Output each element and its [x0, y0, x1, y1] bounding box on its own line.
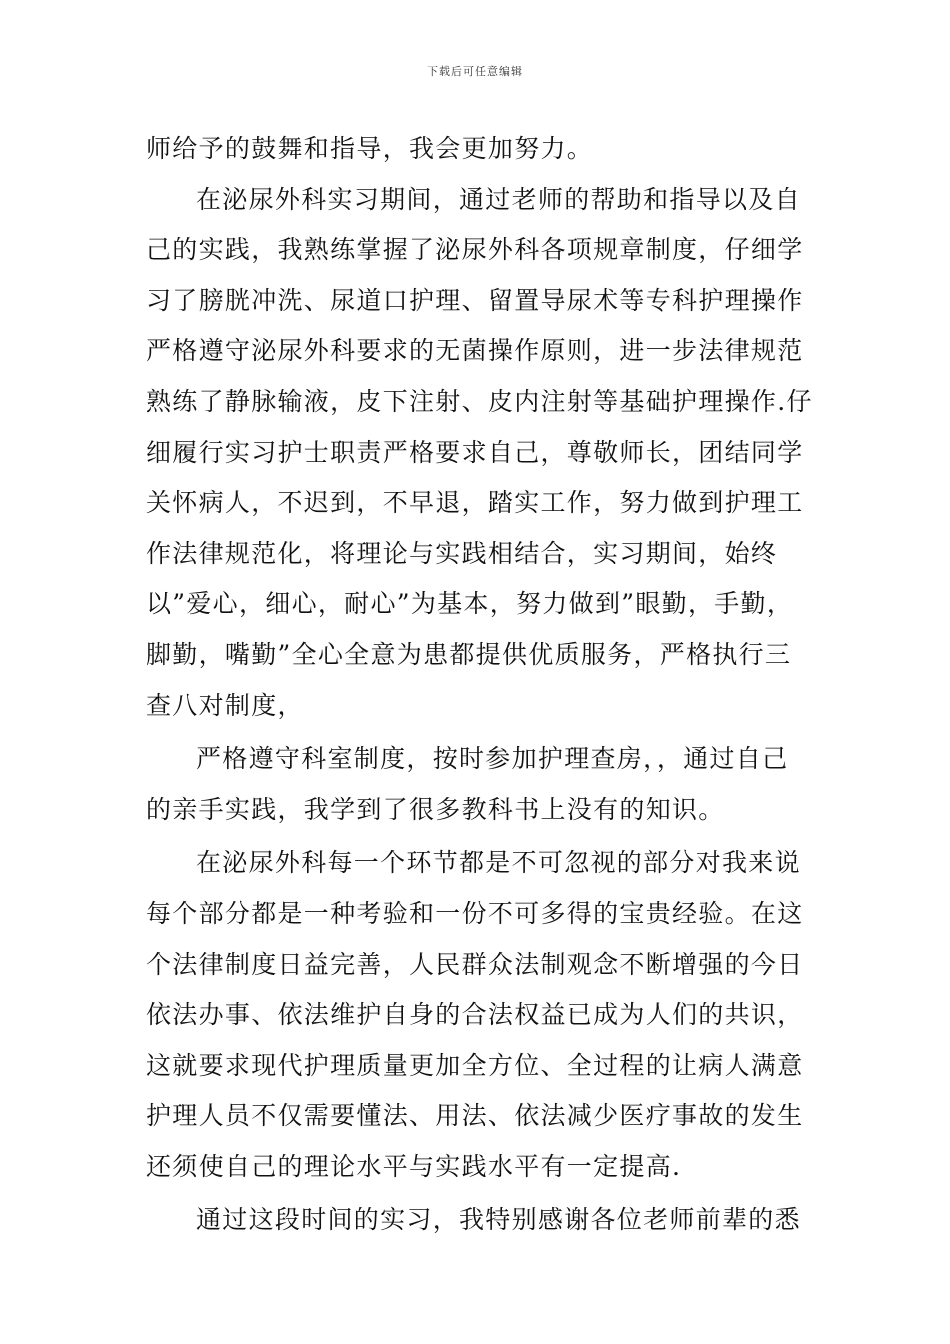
text-line: 这就要求现代护理质量更加全方位、全过程的让病人满意	[146, 1050, 804, 1080]
text-line: 习了膀胱冲洗、尿道口护理、留置导尿术等专科护理操作	[146, 285, 804, 315]
text-line: 己的实践，我熟练掌握了泌尿外科各项规章制度，仔细学	[146, 235, 804, 265]
paragraph-first-line: 在泌尿外科每一个环节都是不可忽视的部分对我来说	[196, 848, 801, 878]
text-line: 细履行实习护士职责严格要求自己，尊敬师长，团结同学	[146, 437, 804, 467]
text-line: 作法律规范化，将理论与实践相结合，实习期间，始终	[146, 538, 778, 568]
text-line: 护理人员不仅需要懂法、用法、依法减少医疗事故的发生	[146, 1101, 804, 1131]
text-line: 严格遵守泌尿外科要求的无菌操作原则，进一步法律规范	[146, 336, 804, 366]
text-line: 的亲手实践，我学到了很多教科书上没有的知识。	[146, 794, 725, 824]
paragraph-first-line: 严格遵守科室制度，按时参加护理查房，，通过自己	[196, 744, 789, 774]
text-line: 熟练了静脉输液，皮下注射、皮内注射等基础护理操作.仔	[146, 386, 813, 416]
text-line: 脚勤，嘴勤”全心全意为患都提供优质服务，严格执行三	[146, 639, 792, 669]
text-line: 个法律制度日益完善，人民群众法制观念不断增强的今日	[146, 949, 804, 979]
paragraph-first-line: 在泌尿外科实习期间，通过老师的帮助和指导以及自	[196, 184, 801, 214]
text-line: 关怀病人，不迟到，不早退，踏实工作，努力做到护理工	[146, 488, 804, 518]
text-line: 每个部分都是一种考验和一份不可多得的宝贵经验。在这	[146, 898, 804, 928]
paragraph-first-line: 通过这段时间的实习，我特别感谢各位老师前辈的悉	[196, 1205, 801, 1235]
text-line: 依法办事、依法维护自身的合法权益已成为人们的共识，	[146, 1000, 804, 1030]
text-line: 以”爱心，细心，耐心”为基本，努力做到”眼勤，手勤，	[146, 589, 794, 619]
page-header: 下载后可任意编辑	[427, 65, 523, 78]
document-body	[146, 124, 826, 1246]
text-line: 师给予的鼓舞和指导，我会更加努力。	[146, 134, 594, 163]
text-line: 还须使自己的理论水平与实践水平有一定提高.	[146, 1151, 682, 1181]
text-line: 查八对制度，	[146, 690, 304, 720]
